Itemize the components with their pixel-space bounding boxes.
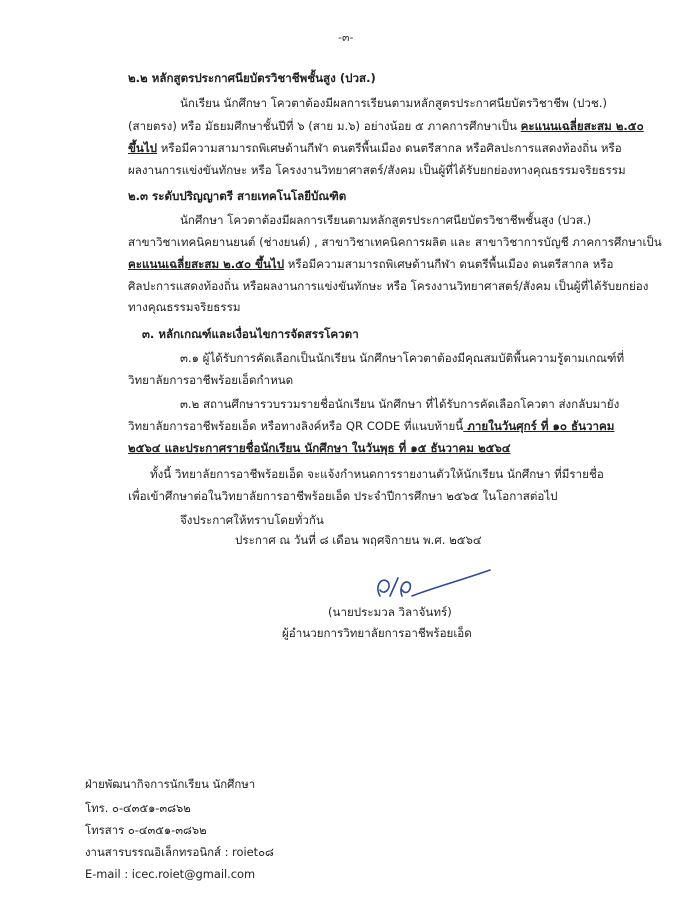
- section-2-3-line-3: [128, 256, 614, 272]
- section-2-3-line-1: นักศึกษา โควตาต้องมีผลการเรียนตามหลักสูตรประกาศนียบัตรวิชาชีพชั้นสูง (ปวส.): [180, 213, 592, 227]
- section-3-1-line-1: ๓.๑ ผู้ได้รับการคัดเลือกเป็นนักเรียน นักศึกษาโควตาต้องมีคุณสมบัติพื้นความรู้ตามเกณฑ์ที่: [180, 351, 625, 365]
- signer-name: (นายประมวล วิลาจันทร์): [328, 605, 452, 619]
- footer-fax: โทรสาร ๐-๔๓๕๑-๓๘๖๒: [85, 823, 207, 837]
- page-number: -๓-: [338, 31, 354, 44]
- section-2-3-heading: ๒.๓ ระดับปริญญาตรี สายเทคโนโลยีบัณฑิต: [128, 189, 347, 203]
- footer-department: ฝ่ายพัฒนากิจการนักเรียน นักศึกษา: [85, 777, 256, 791]
- section-3-2-line-1: ๓.๒ สถานศึกษารวบรวมรายชื่อนักเรียน นักศึกษา ที่ได้รับการคัดเลือกโควตา ส่งกลับมายัง: [180, 397, 620, 411]
- text: หรือมีความสามารถพิเศษด้านกีฬา ดนตรีพื้นเมือง ดนตรีสากล หรือศิลปะการแสดงท้องถิ่น หรือ: [157, 141, 622, 155]
- section-2-3-line-2: สาขาวิชาเทคนิคยานยนต์ (ช่างยนต์) , สาขาวิชาเทคนิคการผลิต และ สาขาวิชาการบัญชี ภาคการศึกษาเป็น: [128, 235, 662, 249]
- footer-phone: โทร. ๐-๔๓๕๑-๓๘๖๒: [85, 801, 191, 815]
- deadline-date: ภายในวันศุกร์ ที่ ๑๐ ธันวาคม: [463, 419, 615, 433]
- closing-line-1: ทั้งนี้ วิทยาลัยการอาชีพร้อยเอ็ด จะแจ้งกำหนดการรายงานตัวให้นักเรียน นักศึกษา ที่มีรายชื่อ: [150, 467, 604, 481]
- section-3-2-line-2: [128, 418, 614, 434]
- section-3-1-line-2: วิทยาลัยการอาชีพร้อยเอ็ดกำหนด: [128, 373, 294, 387]
- announcement-date: ๒๕๖๔ และประกาศรายชื่อนักเรียน นักศึกษา ในวันพุธ ที่ ๑๕ ธันวาคม ๒๕๖๔: [128, 441, 511, 455]
- announcement-date-line: ประกาศ ณ วันที่ ๘ เดือน พฤศจิกายน พ.ศ. ๒๕๖๔: [235, 533, 482, 547]
- footer-saraban: งานสารบรรณอิเล็กทรอนิกส์ : roiet๐๘: [85, 845, 274, 859]
- section-3-heading: ๓. หลักเกณฑ์และเงื่อนไขการจัดสรรโควตา: [142, 327, 359, 341]
- section-2-2-line-1: นักเรียน นักศึกษา โควตาต้องมีผลการเรียนตามหลักสูตรประกาศนียบัตรวิชาชีพ (ปวช.): [180, 96, 607, 110]
- text: (สายตรง) หรือ มัธยมศึกษาชั้นปีที่ ๖ (สาย ม.๖) อย่างน้อย ๕ ภาคการศึกษาเป็น: [128, 119, 521, 133]
- gpa-requirement: คะแนนเฉลี่ยสะสม ๒.๕๐ ขึ้นไป: [128, 257, 285, 271]
- signer-title: ผู้อำนวยการวิทยาลัยการอาชีพร้อยเอ็ด: [282, 626, 472, 640]
- signature-image: [372, 566, 492, 606]
- closing-line-2: เพื่อเข้าศึกษาต่อในวิทยาลัยการอาชีพร้อยเอ็ด ประจำปีการศึกษา ๒๕๖๕ ในโอกาสต่อไป: [128, 489, 558, 503]
- section-2-2-heading: ๒.๒ หลักสูตรประกาศนียบัตรวิชาชีพชั้นสูง (ปวส.): [128, 71, 376, 85]
- gpa-requirement: คะแนนเฉลี่ยสะสม ๒.๕๐: [520, 119, 644, 133]
- section-2-2-line-2: [128, 118, 644, 134]
- gpa-requirement-cont: ขึ้นไป: [128, 141, 158, 155]
- section-2-3-line-4: ศิลปะการแสดงท้องถิ่น หรือผลงานการแข่งขันทักษะ หรือ โครงงานวิทยาศาสตร์/สังคม เป็นผู้ที่ได้รับยกย่อง: [128, 279, 649, 293]
- section-2-2-line-4: ผลงานการแข่งขันทักษะ หรือ โครงงานวิทยาศาสตร์/สังคม เป็นผู้ที่ได้รับยกย่องทางคุณธรรมจริยธรรม: [128, 163, 626, 177]
- footer-email[interactable]: E-mail : icec.roiet@gmail.com: [85, 867, 256, 881]
- announcement-statement: จึงประกาศให้ทราบโดยทั่วกัน: [180, 513, 324, 527]
- text: หรือมีความสามารถพิเศษด้านกีฬา ดนตรีพื้นเมือง ดนตรีสากล หรือ: [284, 257, 614, 271]
- section-2-3-line-5: ทางคุณธรรมจริยธรรม: [128, 300, 241, 314]
- section-2-2-line-3: [128, 140, 622, 156]
- text: วิทยาลัยการอาชีพร้อยเอ็ด หรือทางลิงค์หรือ QR CODE ที่แนบท้ายนี้: [128, 419, 464, 433]
